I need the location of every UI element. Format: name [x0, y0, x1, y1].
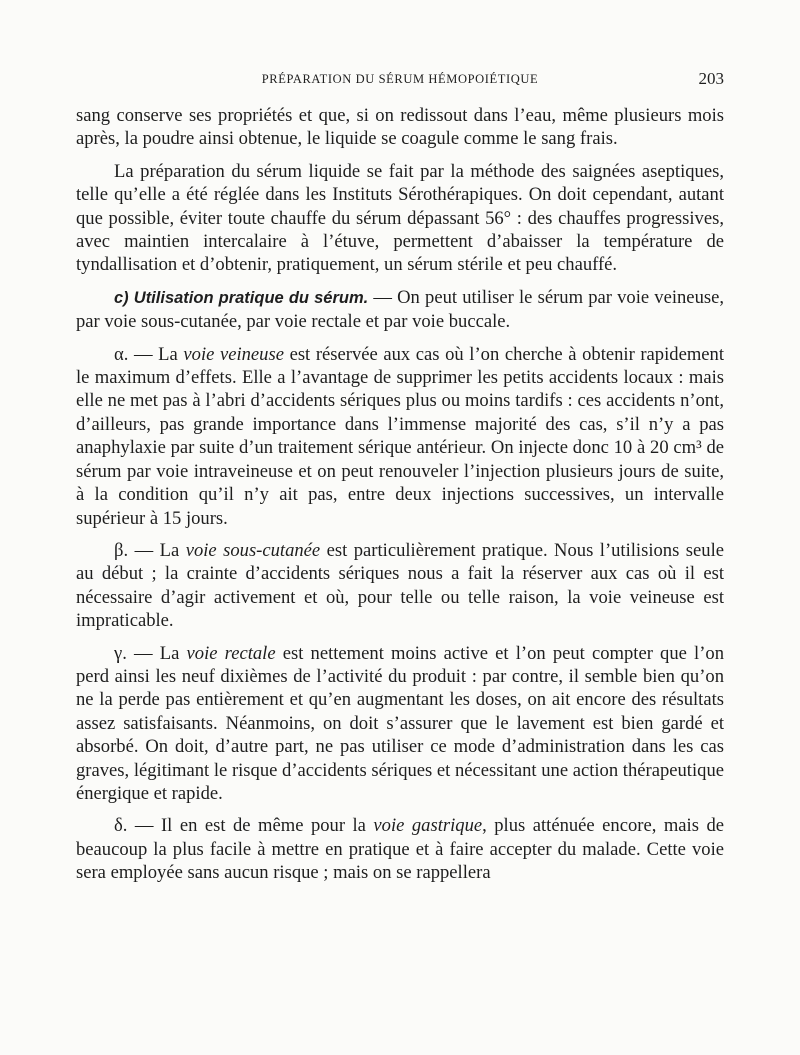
route-term: voie rectale	[186, 642, 276, 664]
paragraph-continuation	[76, 104, 724, 151]
item-marker: γ. — La	[114, 642, 187, 664]
paragraph-beta-subcutaneous	[76, 539, 724, 633]
page-number: 203	[698, 69, 724, 88]
paragraph-delta-gastric	[76, 814, 724, 884]
body-text	[76, 104, 724, 885]
item-marker: δ. — Il en est de même pour la	[114, 815, 374, 837]
paragraph-alpha-intravenous	[76, 343, 724, 530]
route-term: voie gastrique	[373, 815, 483, 837]
item-marker: α. — La	[114, 343, 184, 365]
paragraph-gamma-rectal	[76, 642, 724, 806]
paragraph-text: est nettement moins active et l’on peut compter que l’on perd ainsi les neuf dixièmes de l’activité du produit : par contre, il semble bien qu’on ne la perde pas entièrement et qu’en augmentant les doses, on ait encore des résultats assez satisfaisants. Néanmoins, on doit s’assurer que le lavement est bien gardé et absorbé. On doit, d’autre part, ne pas utiliser ce mode d’administration dans les cas graves, légitimant le risque d’accidents sériques et nécessitant une action thérapeutique énergique et rapide.	[76, 642, 725, 804]
paragraph-text: est réservée aux cas où l’on cherche à obtenir rapidement le maximum d’effets. Elle a l’avantage de supprimer les petits accidents locaux : mais elle ne met pas à l’abri d’accidents sériques plus ou moins tardifs : ces accidents n’ont, d’ailleurs, pas grande importance dans l’immense majorité des cas, s’il n’y a pas anaphylaxie par suite d’un traitement sérique antérieur. On injecte donc 10 à 20 cm³ de sérum par voie intraveineuse et on peut renouveler l’injection plusieurs jours de suite, à la condition qu’il n’y ait pas, entre deux injections successives, un intervalle supérieur à 15 jours.	[76, 343, 724, 529]
paragraph-text: sang conserve ses propriétés et que, si on redissout dans l’eau, même plusieurs mois après, la poudre ainsi obtenue, le liquide se coagule comme le sang frais.	[76, 105, 724, 150]
item-marker: β. — La	[114, 539, 186, 561]
paragraph-text: — On peut utiliser le sérum par voie veineuse, par voie sous-cutanée, par voie rectale et par voie buccale.	[76, 286, 724, 333]
paragraph-text: est particulièrement pratique. Nous l’utilisions seule au début ; la crainte d’accidents sériques nous a fait la réserver aux cas où il est nécessaire d’agir activement et où, pour telle ou telle raison, la voie veineuse est impraticable.	[76, 539, 724, 632]
paragraph-text: , plus atténuée encore, mais de beaucoup la plus facile à mettre en pratique et à faire accepter du malade. Cette voie sera employée sans aucun risque ; mais on se rappellera	[76, 815, 724, 884]
paragraph-text: La préparation du sérum liquide se fait par la méthode des saignées aseptiques, telle qu’elle a été réglée dans les Instituts Sérothérapiques. On doit cependant, autant que possible, éviter toute chauffe du sérum dépassant 56° : des chauffes progressives, avec maintien intercalaire à l’étuve, permettent d’abaisser la température de tyndallisation et d’obtenir, pratiquement, un sérum stérile et peu chauffé.	[76, 160, 724, 276]
route-term: voie veineuse	[183, 343, 284, 365]
section-heading: c) Utilisation pratique du sérum.	[114, 288, 369, 307]
route-term: voie sous-cutanée	[185, 539, 321, 561]
paragraph-practical-use	[76, 286, 724, 334]
paragraph-serum-preparation	[76, 160, 724, 277]
running-title: PRÉPARATION DU SÉRUM HÉMOPOIÉTIQUE	[261, 72, 539, 86]
running-header	[76, 66, 724, 92]
